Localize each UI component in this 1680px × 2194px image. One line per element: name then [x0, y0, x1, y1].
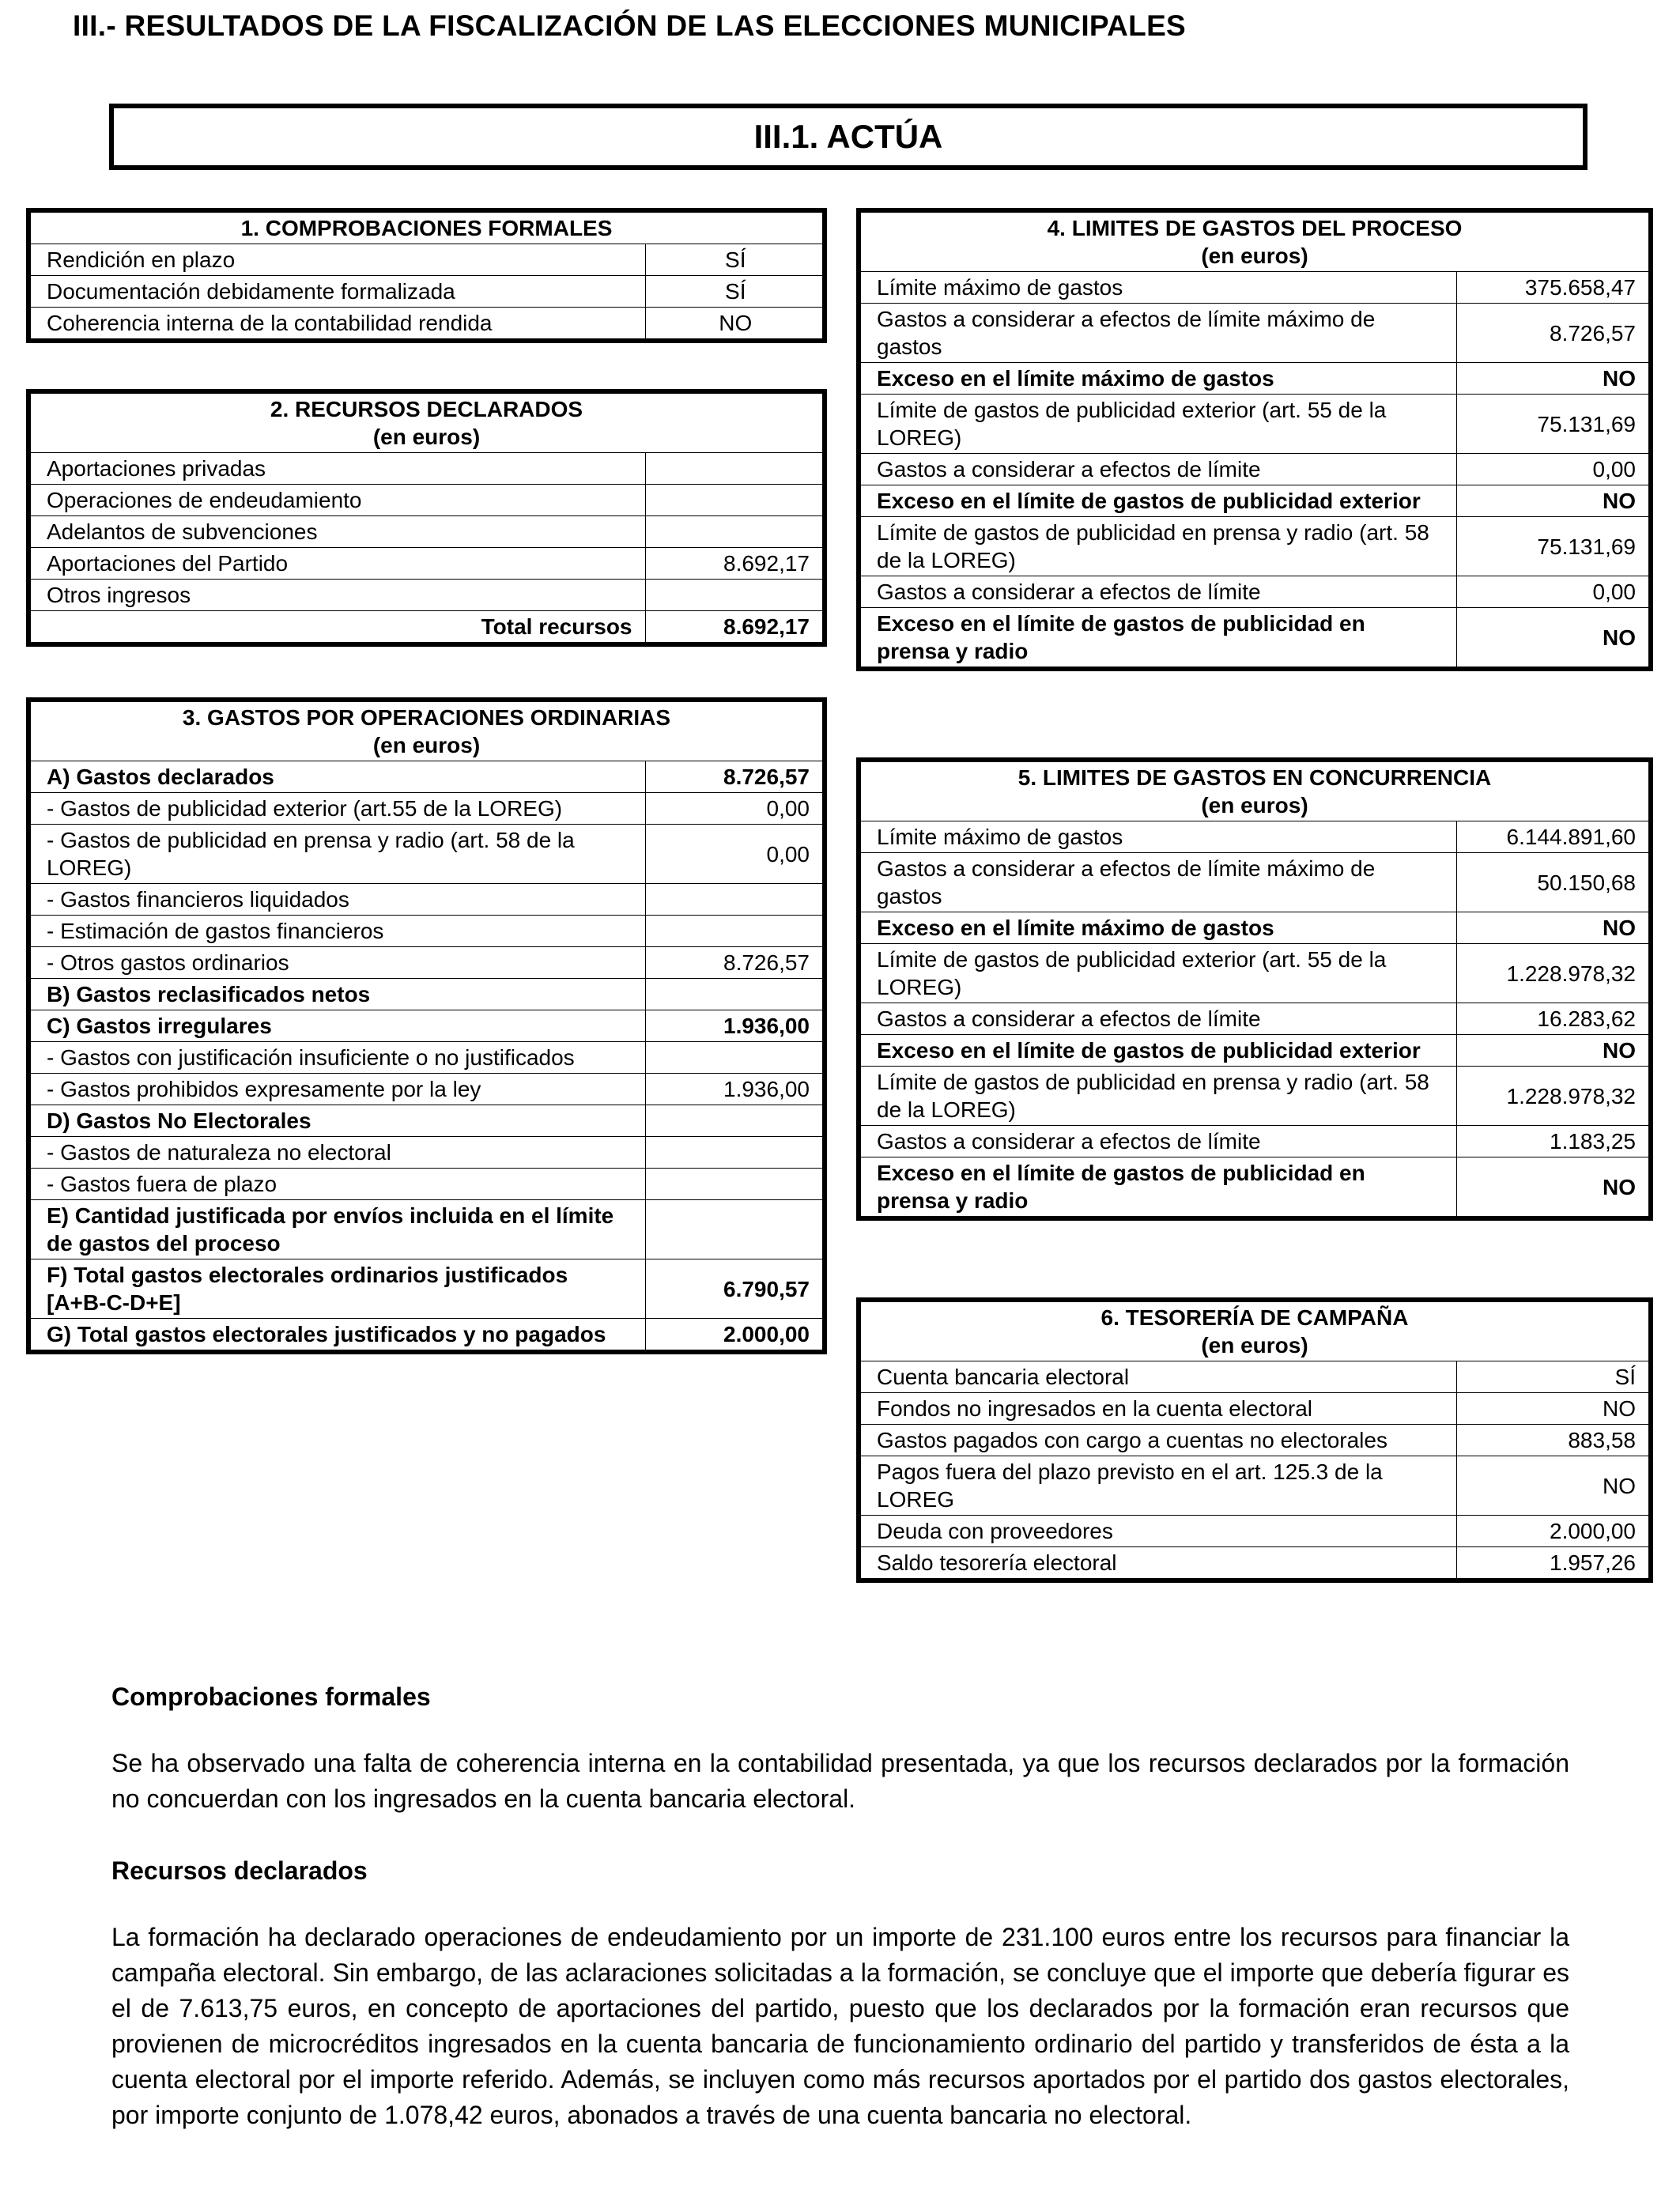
- heading-recursos: Recursos declarados: [111, 1856, 368, 1885]
- table-row: [28, 793, 825, 825]
- row-label: Gastos a considerar a efectos de límite: [859, 1126, 1456, 1157]
- row-value: 1.936,00: [645, 1010, 825, 1042]
- table-row: [28, 1074, 825, 1105]
- table-subtitle: (en euros): [1201, 244, 1308, 268]
- table-row: [859, 1456, 1651, 1516]
- table-row: [859, 1157, 1651, 1219]
- row-value: 6.790,57: [645, 1259, 825, 1319]
- table-title: [859, 760, 1651, 821]
- row-label: Cuenta bancaria electoral: [859, 1361, 1456, 1393]
- row-value: NO: [1456, 1035, 1651, 1067]
- table-gastos-ordinarios: [26, 697, 827, 1354]
- row-value: 1.936,00: [645, 1074, 825, 1105]
- row-value: 0,00: [645, 825, 825, 884]
- row-label: - Gastos con justificación insuficiente o no justificados: [28, 1042, 645, 1074]
- row-value: NO: [1456, 363, 1651, 395]
- table-row: [28, 1010, 825, 1042]
- row-label: D) Gastos No Electorales: [28, 1105, 645, 1137]
- table-row: [859, 821, 1651, 853]
- table-title-text: 2. RECURSOS DECLARADOS: [270, 397, 583, 421]
- row-value: 1.228.978,32: [1456, 944, 1651, 1003]
- table-row: [28, 1137, 825, 1169]
- table-row: [859, 304, 1651, 363]
- row-value: [645, 485, 825, 516]
- table-row: [28, 244, 825, 276]
- row-value: 2.000,00: [1456, 1516, 1651, 1547]
- table-row: [28, 884, 825, 916]
- table-row: [28, 947, 825, 979]
- table-row: [859, 1003, 1651, 1035]
- row-value: 1.957,26: [1456, 1547, 1651, 1581]
- row-label: Límite de gastos de publicidad exterior (art. 55 de la LOREG): [859, 944, 1456, 1003]
- table-row: [28, 1259, 825, 1319]
- row-value: 6.144.891,60: [1456, 821, 1651, 853]
- row-value: SÍ: [645, 244, 825, 276]
- table-row: [859, 853, 1651, 912]
- table-row: [859, 454, 1651, 485]
- row-value: [645, 916, 825, 947]
- row-value: 0,00: [1456, 454, 1651, 485]
- table-title-text: 4. LIMITES DE GASTOS DEL PROCESO: [1047, 216, 1463, 240]
- table-row: [859, 944, 1651, 1003]
- row-label: Gastos pagados con cargo a cuentas no electorales: [859, 1425, 1456, 1456]
- row-label: Aportaciones del Partido: [28, 548, 645, 580]
- row-label: C) Gastos irregulares: [28, 1010, 645, 1042]
- row-value: 8.726,57: [1456, 304, 1651, 363]
- table-subtitle: (en euros): [1201, 793, 1308, 818]
- row-value: SÍ: [1456, 1361, 1651, 1393]
- row-value: 0,00: [645, 793, 825, 825]
- row-label: Adelantos de subvenciones: [28, 516, 645, 548]
- table-limites-proceso: [856, 208, 1653, 671]
- row-value: 1.183,25: [1456, 1126, 1651, 1157]
- row-label: - Gastos de publicidad exterior (art.55 de la LOREG): [28, 793, 645, 825]
- row-value: NO: [1456, 1157, 1651, 1219]
- table-row: [859, 485, 1651, 517]
- row-value: NO: [1456, 485, 1651, 517]
- table-row: [28, 1200, 825, 1259]
- table-title-text: 3. GASTOS POR OPERACIONES ORDINARIAS: [182, 705, 671, 730]
- table-row: [859, 272, 1651, 304]
- row-value: 8.726,57: [645, 947, 825, 979]
- table-title: 1. COMPROBACIONES FORMALES: [28, 210, 825, 244]
- table-row: [859, 1425, 1651, 1456]
- row-label: Límite de gastos de publicidad exterior (art. 55 de la LOREG): [859, 395, 1456, 454]
- table-subtitle: (en euros): [372, 733, 481, 757]
- row-value: 8.692,17: [645, 548, 825, 580]
- table-row: [859, 1126, 1651, 1157]
- table-row: [28, 1105, 825, 1137]
- table-row: [859, 1067, 1651, 1126]
- row-label: - Otros gastos ordinarios: [28, 947, 645, 979]
- row-label: Rendición en plazo: [28, 244, 645, 276]
- row-value: 8.726,57: [645, 761, 825, 793]
- table-recursos-declarados: [26, 389, 827, 647]
- row-value: [645, 1042, 825, 1074]
- row-label: Límite de gastos de publicidad en prensa y radio (art. 58 de la LOREG): [859, 1067, 1456, 1126]
- table-row: [28, 761, 825, 793]
- paragraph-recursos: La formación ha declarado operaciones de endeudamiento por un importe de 231.100 euros entre los recursos para financiar la campaña electoral. Sin embargo, de las aclaraciones solicitadas a la formación, se concluye que el importe que debería figurar es el de 7.613,75 euros, en concepto de aportaciones del partido, puesto que los declarados por la formación eran recursos que provienen de microcréditos ingresados en la cuenta bancaria de funcionamiento ordinario del partido y transferidos de ésta a la cuenta electoral por el importe referido. Además, se incluyen como más recursos aportados por el partido dos gastos electorales, por importe conjunto de 1.078,42 euros, abonados a través de una cuenta bancaria no electoral.: [111, 1923, 1569, 2129]
- row-value: 883,58: [1456, 1425, 1651, 1456]
- table-row: [28, 979, 825, 1010]
- row-label: Límite máximo de gastos: [859, 821, 1456, 853]
- table-subtitle: (en euros): [1201, 1333, 1308, 1358]
- row-label: - Gastos financieros liquidados: [28, 884, 645, 916]
- row-value: 50.150,68: [1456, 853, 1651, 912]
- row-label: Límite de gastos de publicidad en prensa y radio (art. 58 de la LOREG): [859, 517, 1456, 576]
- row-value: [645, 1200, 825, 1259]
- table-row: [859, 912, 1651, 944]
- row-label: Operaciones de endeudamiento: [28, 485, 645, 516]
- row-value: NO: [1456, 608, 1651, 670]
- table-row: [28, 516, 825, 548]
- row-value: NO: [1456, 912, 1651, 944]
- row-label: B) Gastos reclasificados netos: [28, 979, 645, 1010]
- row-label: E) Cantidad justificada por envíos incluida en el límite de gastos del proceso: [28, 1200, 645, 1259]
- row-label: G) Total gastos electorales justificados y no pagados: [28, 1319, 645, 1353]
- table-title-text: 6. TESORERÍA DE CAMPAÑA: [1100, 1305, 1409, 1330]
- row-value: NO: [1456, 1393, 1651, 1425]
- heading-comprobaciones: Comprobaciones formales: [111, 1682, 431, 1711]
- row-value: 375.658,47: [1456, 272, 1651, 304]
- table-row: [28, 276, 825, 308]
- table-title: [859, 1300, 1651, 1361]
- table-row: [28, 580, 825, 611]
- table-row: [28, 825, 825, 884]
- row-value: 1.228.978,32: [1456, 1067, 1651, 1126]
- row-label: F) Total gastos electorales ordinarios justificados [A+B-C-D+E]: [28, 1259, 645, 1319]
- total-label: Total recursos: [28, 611, 645, 645]
- table-row: [859, 608, 1651, 670]
- table-row: [28, 916, 825, 947]
- table-row: [859, 1516, 1651, 1547]
- paragraph-comprobaciones: Se ha observado una falta de coherencia interna en la contabilidad presentada, ya que los recursos declarados por la formación no concuerdan con los ingresados en la cuenta bancaria electoral.: [111, 1749, 1569, 1813]
- row-label: - Gastos de publicidad en prensa y radio (art. 58 de la LOREG): [28, 825, 645, 884]
- row-label: Exceso en el límite máximo de gastos: [859, 912, 1456, 944]
- row-label: Gastos a considerar a efectos de límite: [859, 454, 1456, 485]
- row-label: Gastos a considerar a efectos de límite máximo de gastos: [859, 304, 1456, 363]
- table-row: [28, 1169, 825, 1200]
- row-label: Exceso en el límite máximo de gastos: [859, 363, 1456, 395]
- row-label: - Gastos de naturaleza no electoral: [28, 1137, 645, 1169]
- row-label: Deuda con proveedores: [859, 1516, 1456, 1547]
- table-row: [859, 395, 1651, 454]
- table-row: [28, 453, 825, 485]
- table-row: [859, 517, 1651, 576]
- row-label: Gastos a considerar a efectos de límite: [859, 1003, 1456, 1035]
- row-value: NO: [645, 308, 825, 342]
- row-value: [645, 1105, 825, 1137]
- row-label: Exceso en el límite de gastos de publicidad exterior: [859, 1035, 1456, 1067]
- section-title: III.1. ACTÚA: [109, 104, 1588, 170]
- row-label: - Gastos fuera de plazo: [28, 1169, 645, 1200]
- table-row: [859, 1035, 1651, 1067]
- row-label: Gastos a considerar a efectos de límite máximo de gastos: [859, 853, 1456, 912]
- table-row: [28, 1042, 825, 1074]
- table-row: [28, 548, 825, 580]
- row-label: - Estimación de gastos financieros: [28, 916, 645, 947]
- row-label: Pagos fuera del plazo previsto en el art. 125.3 de la LOREG: [859, 1456, 1456, 1516]
- row-value: 16.283,62: [1456, 1003, 1651, 1035]
- row-label: Fondos no ingresados en la cuenta electoral: [859, 1393, 1456, 1425]
- row-label: Exceso en el límite de gastos de publicidad en prensa y radio: [859, 608, 1456, 670]
- row-value: NO: [1456, 1456, 1651, 1516]
- table-row: [28, 485, 825, 516]
- page-title: III.- RESULTADOS DE LA FISCALIZACIÓN DE LAS ELECCIONES MUNICIPALES: [73, 9, 1187, 42]
- row-value: [645, 1137, 825, 1169]
- row-value: SÍ: [645, 276, 825, 308]
- table-row: [859, 1547, 1651, 1581]
- row-label: Gastos a considerar a efectos de límite: [859, 576, 1456, 608]
- row-label: Límite máximo de gastos: [859, 272, 1456, 304]
- table-tesoreria: [856, 1297, 1653, 1583]
- row-value: 75.131,69: [1456, 517, 1651, 576]
- table-title-text: 5. LIMITES DE GASTOS EN CONCURRENCIA: [1017, 765, 1492, 790]
- table-row: [28, 1319, 825, 1353]
- table-row: [859, 576, 1651, 608]
- row-value: 0,00: [1456, 576, 1651, 608]
- row-label: Otros ingresos: [28, 580, 645, 611]
- row-label: - Gastos prohibidos expresamente por la ley: [28, 1074, 645, 1105]
- table-row: [859, 1361, 1651, 1393]
- table-limites-concurrencia: [856, 757, 1653, 1221]
- table-title: [28, 700, 825, 761]
- row-label: Saldo tesorería electoral: [859, 1547, 1456, 1581]
- row-value: [645, 1169, 825, 1200]
- row-label: Exceso en el límite de gastos de publicidad exterior: [859, 485, 1456, 517]
- total-value: 8.692,17: [645, 611, 825, 645]
- row-value: 75.131,69: [1456, 395, 1651, 454]
- row-label: A) Gastos declarados: [28, 761, 645, 793]
- row-value: [645, 884, 825, 916]
- table-comprobaciones-formales: [26, 208, 827, 343]
- table-row: [28, 308, 825, 342]
- row-value: [645, 979, 825, 1010]
- table-title: [859, 210, 1651, 272]
- row-value: [645, 516, 825, 548]
- row-value: [645, 453, 825, 485]
- table-row: [859, 1393, 1651, 1425]
- row-label: Documentación debidamente formalizada: [28, 276, 645, 308]
- table-title: [28, 391, 825, 453]
- row-label: Exceso en el límite de gastos de publicidad en prensa y radio: [859, 1157, 1456, 1219]
- row-value: 2.000,00: [645, 1319, 825, 1353]
- row-label: Coherencia interna de la contabilidad rendida: [28, 308, 645, 342]
- row-label: Aportaciones privadas: [28, 453, 645, 485]
- table-subtitle: (en euros): [372, 425, 481, 449]
- table-row: [859, 363, 1651, 395]
- row-value: [645, 580, 825, 611]
